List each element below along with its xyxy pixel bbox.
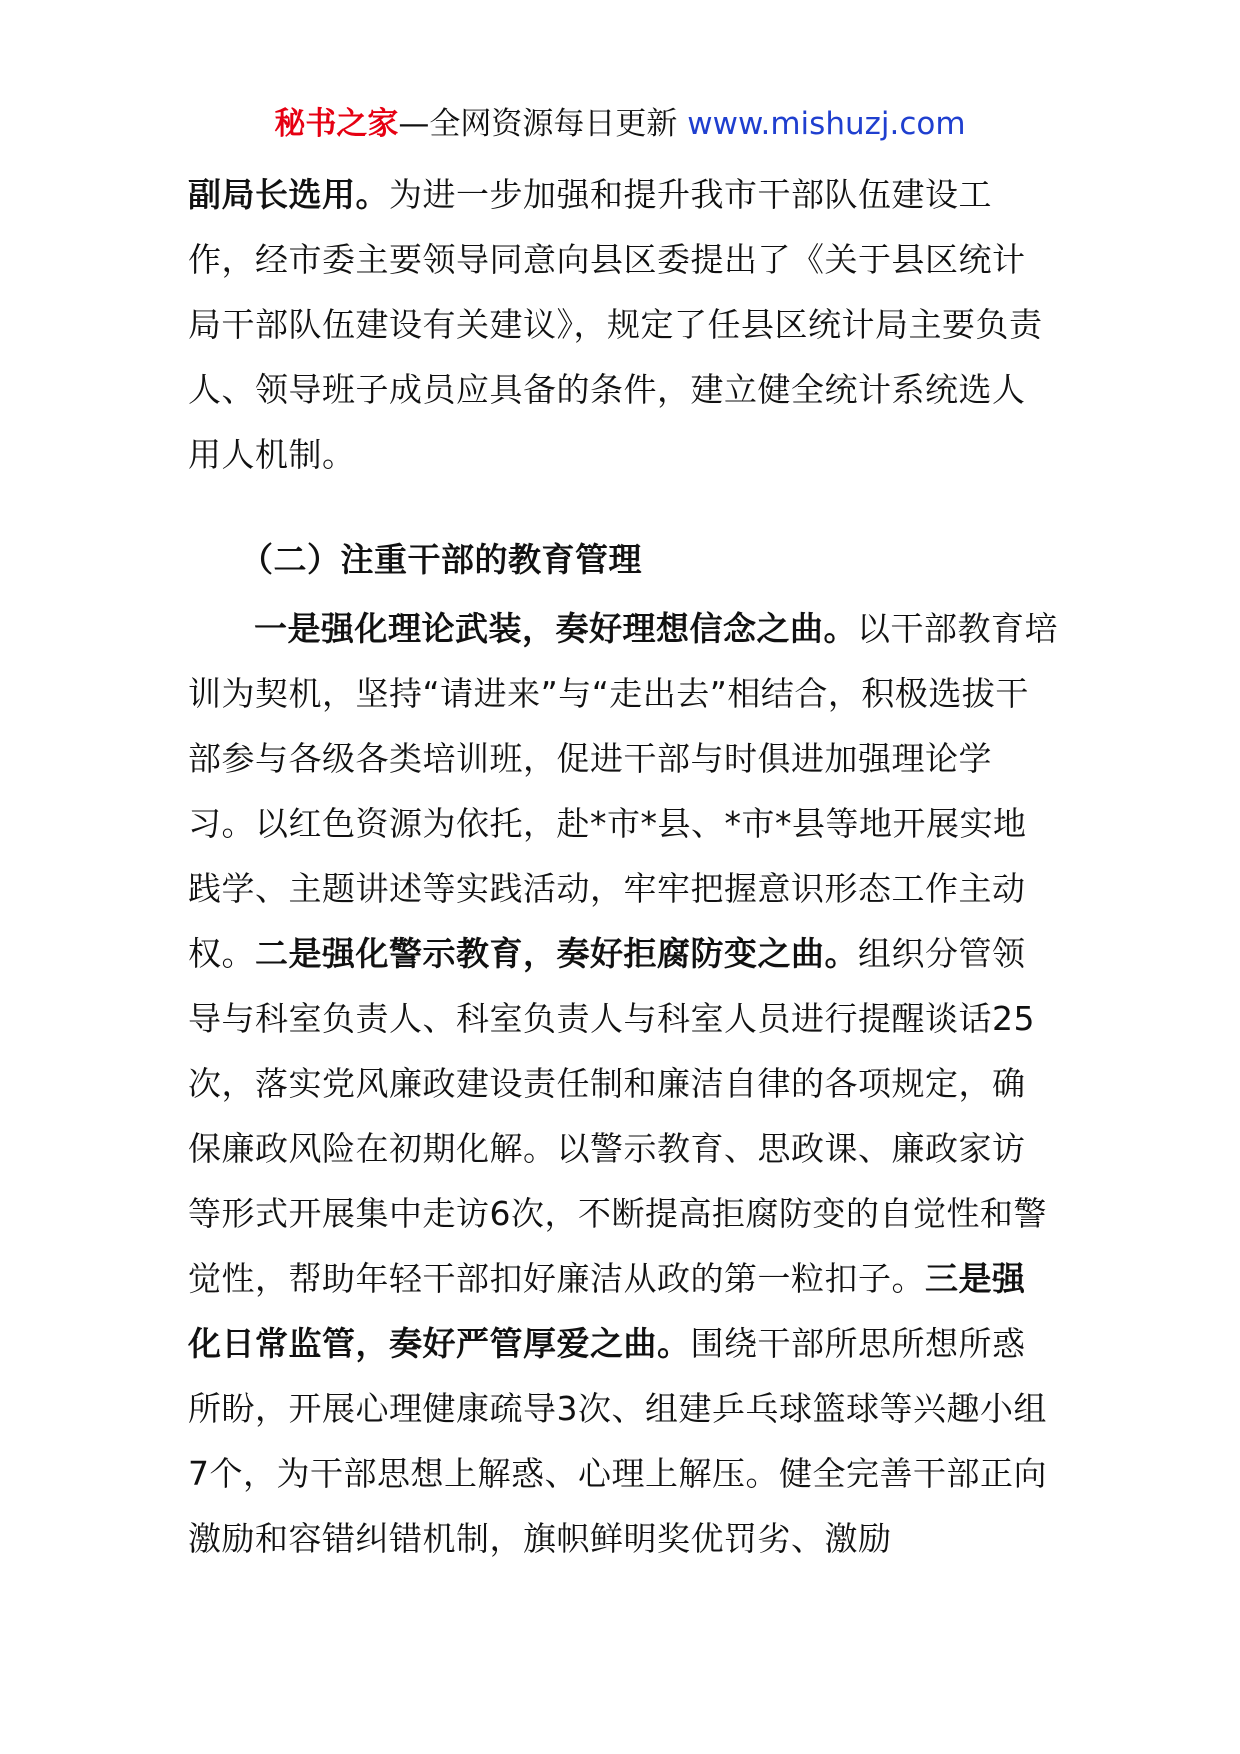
paragraph-lead-bold: 副局长选用。 — [188, 175, 389, 214]
section-heading: （二）注重干部的教育管理 — [240, 540, 642, 579]
point-one-text: 以干部教育培训为契机，坚持“请进来”与“走出去”相结合，积极选拔干部参与各级各类培训班，促进干部与时俱进加强理论学习。以红色资源为依托，赴*市*县、*市*县等地开展实地践学、主题讲述等实践活动，牢牢把握意识形态工作主动权。 — [188, 609, 1058, 973]
header-slogan: —全网资源每日更新 — [398, 106, 688, 142]
brand-name: 秘书之家 — [274, 106, 399, 142]
point-one-heading: 一是强化理论武装，奏好理想信念之曲。 — [254, 609, 857, 648]
point-three-text: 围绕干部所思所想所惑所盼，开展心理健康疏导3次、组建乒乓球篮球等兴趣小组7个，为干部思想上解惑、心理上解压。健全完善干部正向激励和容错纠错机制，旗帜鲜明奖优罚劣、激励 — [188, 1324, 1047, 1558]
point-two-heading: 二是强化警示教育，奏好拒腐防变之曲。 — [255, 934, 858, 973]
paragraph-education-management — [188, 596, 1058, 1571]
site-header — [0, 102, 1240, 146]
document-body — [188, 162, 1058, 1571]
point-two-text: 组织分管领导与科室负责人、科室负责人与科室人员进行提醒谈话25次，落实党风廉政建设责任制和廉洁自律的各项规定，确保廉政风险在初期化解。以警示教育、思政课、廉政家访等形式开展集中走访6次，不断提高拒腐防变的自觉性和警觉性，帮助年轻干部扣好廉洁从政的第一粒扣子。 — [188, 934, 1047, 1298]
paragraph-cadre-selection — [188, 162, 1058, 487]
point-three-heading: 三是强化日常监管，奏好严管厚爱之曲。 — [188, 1259, 1026, 1363]
site-url-link[interactable]: www.mishuzj.com — [687, 106, 966, 142]
paragraph-text: 为进一步加强和提升我市干部队伍建设工作，经市委主要领导同意向县区委提出了《关于县区统计局干部队伍建设有关建议》，规定了任县区统计局主要负责人、领导班子成员应具备的条件，建立健全统计系统选人用人机制。 — [188, 175, 1043, 474]
